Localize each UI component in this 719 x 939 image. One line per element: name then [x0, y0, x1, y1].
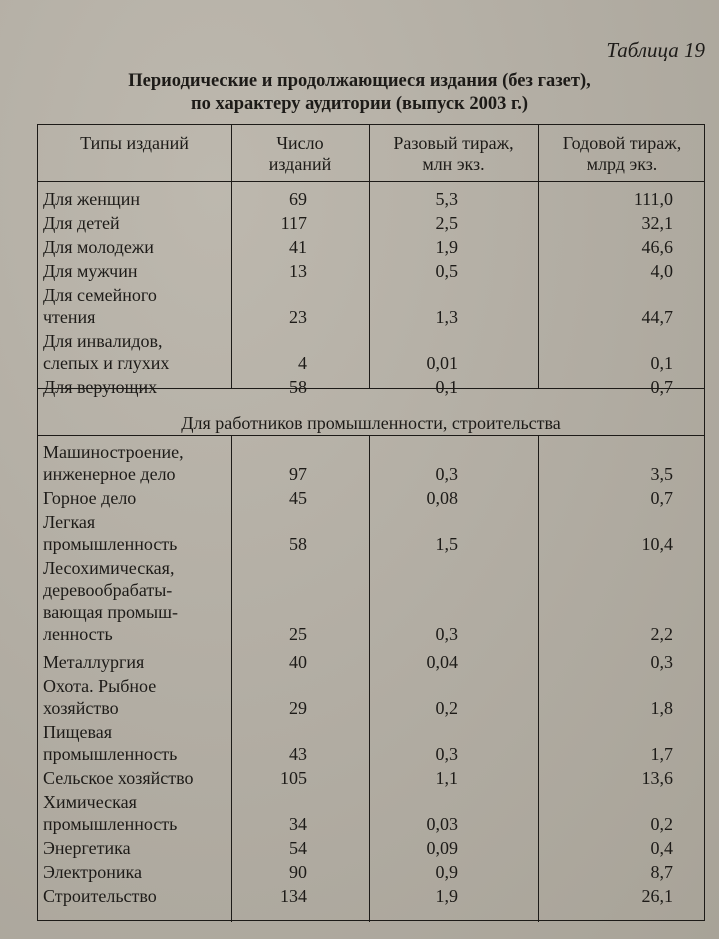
cell-count: 58 — [289, 377, 307, 397]
cell-annual-run: 111,0 — [633, 189, 673, 209]
cell-publication-type — [43, 885, 229, 907]
cell-single-run: 0,9 — [435, 862, 458, 882]
cell-publication-type — [43, 487, 229, 509]
table-row — [38, 212, 704, 234]
cell-count: 134 — [280, 886, 307, 906]
cell-annual-run: 0,7 — [650, 377, 673, 397]
cell-annual-run: 1,8 — [650, 698, 673, 718]
table-row — [38, 885, 704, 907]
table-number-label: Таблица 19 — [606, 38, 705, 62]
cell-publication-type-line: хозяйство — [43, 698, 119, 718]
cell-count: 105 — [280, 768, 307, 788]
cell-publication-type-line: Машиностроение, — [43, 442, 184, 462]
cell-publication-type-line: Строительство — [43, 886, 157, 906]
table-title-line-1: Периодические и продолжающиеся издания (без газет), — [128, 71, 591, 91]
cell-single-run: 0,2 — [435, 698, 458, 718]
cell-annual-run: 0,3 — [650, 652, 673, 672]
table-row — [38, 675, 704, 719]
table-row — [38, 511, 704, 555]
cell-single-run: 1,9 — [435, 237, 458, 257]
cell-annual-run: 0,2 — [650, 814, 673, 834]
section-title: Для работников промышленности, строительства — [181, 413, 561, 433]
table-row — [38, 791, 704, 835]
cell-publication-type-line: Для семейного — [43, 285, 157, 305]
column-header-annual-run — [538, 133, 706, 175]
cell-annual-run: 0,7 — [650, 488, 673, 508]
column-header-single-run — [369, 133, 538, 175]
table-row — [38, 260, 704, 282]
cell-publication-type — [43, 861, 229, 883]
cell-annual-run: 46,6 — [641, 237, 673, 257]
cell-count: 23 — [289, 307, 307, 327]
cell-publication-type — [43, 441, 229, 485]
cell-publication-type — [43, 651, 229, 673]
table-row — [38, 767, 704, 789]
cell-publication-type-line: Для молодежи — [43, 237, 154, 257]
cell-annual-run: 0,1 — [650, 353, 673, 373]
cell-publication-type — [43, 188, 229, 210]
cell-publication-type — [43, 837, 229, 859]
cell-publication-type — [43, 330, 229, 374]
cell-annual-run: 1,7 — [650, 744, 673, 764]
table-row — [38, 376, 704, 398]
cell-publication-type-line: Металлургия — [43, 652, 145, 672]
cell-single-run: 0,3 — [435, 744, 458, 764]
header-divider — [38, 181, 704, 182]
column-header-annual-run-line-1: Годовой тираж, — [562, 133, 682, 153]
column-header-count-line-2: изданий — [268, 154, 332, 174]
cell-annual-run: 2,2 — [650, 624, 673, 644]
cell-publication-type-line: Для мужчин — [43, 261, 138, 281]
cell-count: 13 — [289, 261, 307, 281]
cell-publication-type-line: Для верующих — [43, 377, 158, 397]
cell-count: 29 — [289, 698, 307, 718]
column-header-type-text: Типы изданий — [80, 133, 189, 153]
cell-publication-type-line: промышленность — [43, 534, 178, 554]
cell-count: 41 — [289, 237, 307, 257]
cell-publication-type-line: чтения — [43, 307, 96, 327]
cell-single-run: 0,5 — [435, 261, 458, 281]
column-header-single-run-line-2: млн экз. — [422, 154, 485, 174]
cell-count: 4 — [298, 353, 307, 373]
cell-annual-run: 10,4 — [641, 534, 673, 554]
cell-publication-type — [43, 675, 229, 719]
cell-publication-type-line: Легкая — [43, 512, 96, 532]
cell-single-run: 1,9 — [435, 886, 458, 906]
cell-publication-type-line: Горное дело — [43, 488, 137, 508]
cell-annual-run: 4,0 — [650, 261, 673, 281]
cell-publication-type-line: Для детей — [43, 213, 120, 233]
cell-publication-type-line: деревообрабаты- — [43, 580, 173, 600]
cell-publication-type-line: вающая промыш- — [43, 602, 178, 622]
cell-annual-run: 44,7 — [641, 307, 673, 327]
cell-publication-type — [43, 721, 229, 765]
cell-publication-type-line: ленность — [43, 624, 113, 644]
cell-publication-type — [43, 260, 229, 282]
cell-annual-run: 26,1 — [641, 886, 673, 906]
cell-publication-type-line: инженерное дело — [43, 464, 176, 484]
table-row — [38, 487, 704, 509]
column-header-single-run-line-1: Разовый тираж, — [393, 133, 514, 153]
cell-single-run: 0,03 — [426, 814, 458, 834]
cell-count: 34 — [289, 814, 307, 834]
cell-count: 69 — [289, 189, 307, 209]
cell-count: 90 — [289, 862, 307, 882]
cell-publication-type-line: промышленность — [43, 744, 178, 764]
cell-publication-type — [43, 791, 229, 835]
cell-publication-type-line: Пищевая — [43, 722, 113, 742]
cell-count: 43 — [289, 744, 307, 764]
cell-single-run: 0,1 — [435, 377, 458, 397]
cell-annual-run: 3,5 — [650, 464, 673, 484]
column-header-count — [231, 133, 369, 175]
table-row — [38, 837, 704, 859]
cell-annual-run: 32,1 — [641, 213, 673, 233]
cell-publication-type-line: Сельское хозяйство — [43, 768, 194, 788]
table-row — [38, 557, 704, 645]
column-header-annual-run-line-2: млрд экз. — [586, 154, 658, 174]
cell-single-run: 0,04 — [426, 652, 458, 672]
table-row — [38, 651, 704, 673]
cell-publication-type — [43, 376, 229, 398]
cell-publication-type — [43, 212, 229, 234]
cell-publication-type-line: слепых и глухих — [43, 353, 170, 373]
cell-publication-type — [43, 284, 229, 328]
column-header-count-line-1: Число — [276, 133, 324, 153]
table-row — [38, 188, 704, 210]
cell-single-run: 0,09 — [426, 838, 458, 858]
cell-count: 45 — [289, 488, 307, 508]
table-row — [38, 721, 704, 765]
cell-publication-type — [43, 557, 229, 645]
cell-publication-type-line: Для инвалидов, — [43, 331, 163, 351]
cell-single-run: 0,01 — [426, 353, 458, 373]
cell-single-run: 1,3 — [435, 307, 458, 327]
table-row — [38, 236, 704, 258]
cell-publication-type — [43, 767, 229, 789]
cell-publication-type-line: Электроника — [43, 862, 142, 882]
cell-publication-type-line: Химическая — [43, 792, 137, 812]
cell-count: 117 — [280, 213, 307, 233]
cell-count: 25 — [289, 624, 307, 644]
cell-single-run: 0,08 — [426, 488, 458, 508]
cell-single-run: 1,5 — [435, 534, 458, 554]
cell-publication-type — [43, 511, 229, 555]
cell-single-run: 2,5 — [435, 213, 458, 233]
cell-single-run: 0,3 — [435, 624, 458, 644]
cell-publication-type-line: Лесохимическая, — [43, 558, 175, 578]
column-header-type — [38, 133, 231, 154]
cell-annual-run: 0,4 — [650, 838, 673, 858]
cell-annual-run: 13,6 — [641, 768, 673, 788]
table-row — [38, 441, 704, 485]
cell-publication-type-line: Охота. Рыбное — [43, 676, 157, 696]
cell-single-run: 5,3 — [435, 189, 458, 209]
cell-publication-type-line: Для женщин — [43, 189, 140, 209]
table-title — [0, 70, 719, 116]
cell-publication-type-line: Энергетика — [43, 838, 131, 858]
table-row — [38, 284, 704, 328]
cell-count: 40 — [289, 652, 307, 672]
cell-annual-run: 8,7 — [650, 862, 673, 882]
cell-count: 54 — [289, 838, 307, 858]
table-title-line-2: по характеру аудитории (выпуск 2003 г.) — [190, 94, 529, 114]
cell-publication-type — [43, 236, 229, 258]
cell-single-run: 1,1 — [435, 768, 458, 788]
cell-publication-type-line: промышленность — [43, 814, 178, 834]
table-row — [38, 861, 704, 883]
table-row — [38, 330, 704, 374]
cell-count: 58 — [289, 534, 307, 554]
cell-count: 97 — [289, 464, 307, 484]
publications-table — [37, 124, 705, 921]
cell-single-run: 0,3 — [435, 464, 458, 484]
section-divider-bottom — [38, 435, 704, 436]
